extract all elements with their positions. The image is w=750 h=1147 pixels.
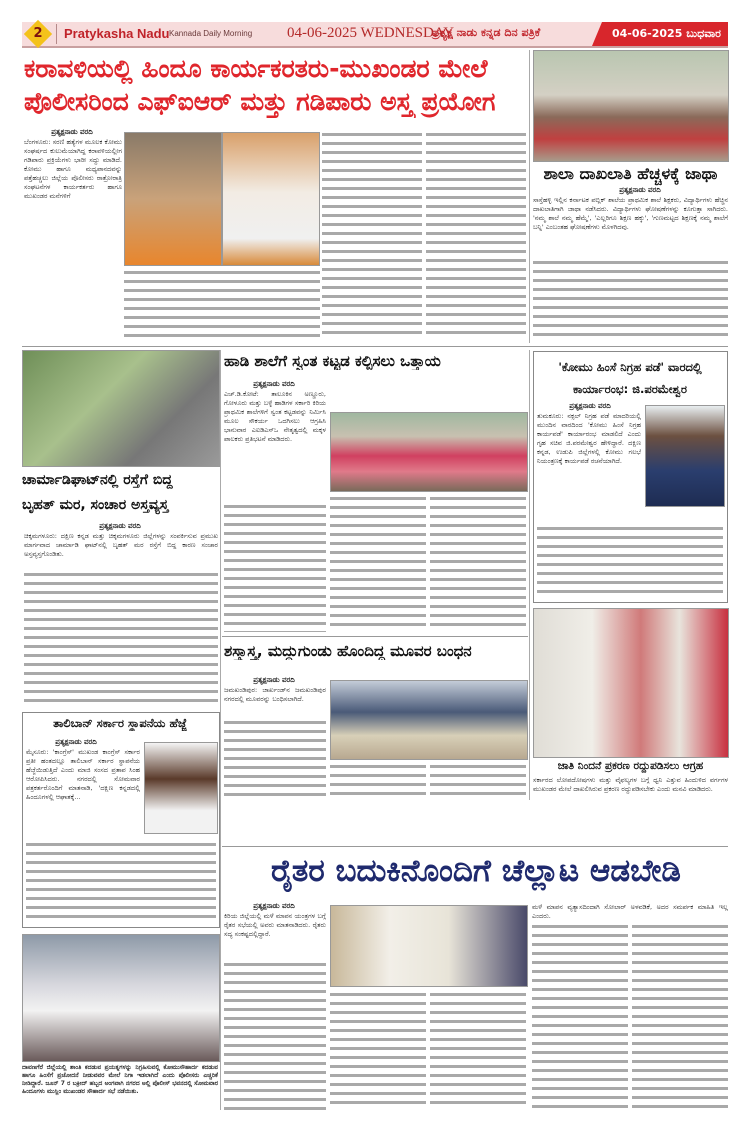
hadi-school-body-column-3 [430,494,526,632]
date-kannada: 04-06-2025 ಬುಧವಾರ [612,27,722,40]
farmers-headline: ರೈತರ ಬದುಕಿನೊಂದಿಗೆ ಚೆಲ್ಲಾಟ ಆಡಬೇಡಿ [271,853,681,889]
pratap-simha-photo [144,742,218,834]
farmers-body-column-4 [532,922,628,1110]
taliban-body: ಮೈಸೂರು: 'ಕಾಂಗ್ರೆಸ್' ಮುಖಂಡ ಕಾಂಗ್ರೆಸ್ ಸರ್ಕಾರ ಪ್ರತೀ ಹಂತದಲ್ಲೂ ತಾಲಿಬಾನ್ ಸರ್ಕಾರ ಸ್ಥಾಪನೆಯ ಹೆಜ್ಜೆಯಿಡುತ್ತಿದೆ ಎಂದು ಮಾಜಿ ಸಂಸದ ಪ್ರತಾಪ ಸಿಂಹ ಆರೋಪಿಸಿದರು. ನಗರದಲ್ಲಿ ಸೋಮವಾರ ಪತ್ರಕರ್ತರೊಂದಿಗೆ ಮಾತನಾಡಿ, 'ದಕ್ಷಿಣ ಕನ್ನಡದಲ್ಲಿ ಹಿಂದೂಗಳಲ್ಲಿ ಆಘಾತಕ್ಕೆ... [26,748,140,801]
protest-photo [330,412,528,492]
charmadi-body-continued [24,570,218,708]
byline: ಪ್ರತ್ಯಕ್ಷನಾಡು ವರದಿ [619,186,661,194]
arms-body-column-2 [330,762,426,800]
farmers-body: ಕಿರಿಯ ಜಿಲ್ಲೆಯಲ್ಲಿ ಮಳೆ ಮಾಪನ ಯಂತ್ರಗಳ ಬಗ್ಗೆ ರೈತರ ಸಭೆಯಲ್ಲಿ ಅವರು ಮಾತನಾಡಿದರು. ರೈತರು ಸದ್ಯ ಸಂಕಷ್ಟದಲ್ಲಿದ್ದಾರೆ. [224,912,326,938]
komu-body: ತುಮಕೂರು: ನಕ್ಸಲ್ ನಿಗ್ರಹ ಪಡೆ ಮಾದರಿಯಲ್ಲಿ ಮುಂದಿನ ವಾರದಿಂದ 'ಕೋಮು ಹಿಂಸೆ ನಿಗ್ರಹ ಕಾರ್ಯಪಡೆ' ಕಾರ್ಯಾರಂಭ ಮಾಡಲಿದೆ ಎಂದು ಗೃಹ ಸಚಿವ ಜಿ.ಪರಮೇಶ್ವರ ಹೇಳಿದ್ದಾರೆ. ದಕ್ಷಿಣ ಕನ್ನಡ, ಉಡುಪಿ ಜಿಲ್ಲೆಗಳಲ್ಲಿ ಕೋಮು ಗಲಭೆ ನಿಯಂತ್ರಣಕ್ಕೆ ಕಾರ್ಯಪಡೆ ರಚನೆಯಾಗಿದೆ. [537,412,641,465]
section-divider [222,636,528,637]
arms-body-column-3 [430,762,526,800]
arms-body-continued [224,718,326,800]
komu-headline-line-1: 'ಕೋಮು ಹಿಂಸೆ ನಿಗ್ರಹ ಪಡೆ' ವಾರದಲ್ಲಿ [558,360,702,374]
farmers-body-column-3 [430,990,526,1110]
peace-meeting-photo [22,934,220,1062]
byline: ಪ್ರತ್ಯಕ್ಷನಾಡು ವರದಿ [253,380,295,388]
lead-body-column-4 [426,130,526,340]
lead-body-column-3 [322,130,422,340]
komu-body-continued [537,524,723,596]
politician-photo-2 [222,132,320,266]
farmers-meeting-photo [330,905,528,987]
fallen-tree-photo [22,350,220,467]
arms-body: ಜಮಖಂಡಿಪುರ: ಜಾರ್ಖಂಡ್‌ನ ಜಮಖಂಡಿಪುರ ನಗರದಲ್ಲಿ ಮೂವರನ್ನು ಬಂಧಿಸಲಾಗಿದೆ. [224,686,326,703]
charmadi-body: ಚಿಕ್ಕಮಗಳೂರು: ದಕ್ಷಿಣ ಕನ್ನಡ ಮತ್ತು ಚಿಕ್ಕಮಗಳೂರು ಜಿಲ್ಲೆಗಳನ್ನು ಸಂಪರ್ಕಿಸುವ ಪ್ರಮುಖ ಮಾರ್ಗವಾದ ಚಾರ್ಮಾಡಿ ಘಾಟ್‌ನಲ್ಲಿ ಬೃಹತ್ ಮರ ರಸ್ತೆಗೆ ಬಿದ್ದ ಕಾರಣ ಸಂಚಾರ ಅಸ್ತವ್ಯಸ್ತಗೊಂಡಿತು. [24,532,218,558]
farmers-body-column-2 [330,990,426,1110]
masthead-bar [22,22,728,48]
lead-body: ಬೆಂಗಳೂರು: ಸರಣಿ ಹತ್ಯೆಗಳ ಮೂಲಕ ಕೋಮು ಸಂಘರ್ಷದ ಕುಲುಮೆಯಾಗಿದ್ದ ಕರಾವಳಿಯಲ್ಲೀಗ ಗಡಿಪಾರು ಪ್ರಕ್ರಿಯೆಗಳು ಭಾರೀ ಸದ್ದು ಮಾಡಿದೆ. ಕೋಮು ಹಾಗೂ ಮಧ್ಯಪಾನದವನ್ನು ಪತ್ತೆಹಚ್ಚಲು ಜಿಲ್ಲೆಯ ಪೊಲೀಸರು ರಾತ್ರೋರಾತ್ರಿ ಸಂಘಟನೆಗಳ ಕಾರ್ಯಕರ್ತರು ಹಾಗೂ ಮುಖಂಡರ ಮನೆಗಳಿಗೆ [24,138,122,200]
memorandum-photo [533,608,729,758]
charmadi-headline-line-2: ಬೃಹತ್ ಮರ, ಸಂಚಾರ ಅಸ್ತವ್ಯಸ್ತ [22,497,169,513]
lead-body-continued [124,268,320,340]
byline: ಪ್ರತ್ಯಕ್ಷನಾಡು ವರದಿ [51,128,93,136]
tagline: Kannada Daily Morning [169,29,253,38]
byline: ಪ್ರತ್ಯಕ್ಷನಾಡು ವರದಿ [99,522,141,530]
farmers-body-column-5 [632,922,728,1110]
farmers-body-column-4-lead: ಮಳೆ ಮಾಪನ ವ್ಯತ್ಯಾಸದಿಂದಾಗಿ ಸೋಲಾರ್ ಅಳವಡಿಕೆ, ಅದರ ಸಮರ್ಪಕ ಮಾಹಿತಿ ಇಲ್ಲ ಎಂದರು. [532,903,728,920]
byline: ಪ್ರತ್ಯಕ್ಷನಾಡು ವರದಿ [253,676,295,684]
charmadi-headline [22,468,220,518]
parameshwara-photo [645,405,725,507]
komu-headline-line-2: ಕಾರ್ಯಾರಂಭ: ಜಿ.ಪರಮೇಶ್ವರ [573,382,687,396]
hadi-school-body: ಎಚ್.ಡಿ.ಕೋಟೆ: ತಾಲೂಕಿನ ಅಣ್ಣೂರು, ಗೋಳೂರು ಮತ್ತು ಬಳ್ಳೆ ಹಾಡಿಗಳ ಸರ್ಕಾರಿ ಕಿರಿಯ ಪ್ರಾಥಮಿಕ ಶಾಲೆಗಳಿಗೆ ಸ್ವಂತ ಕಟ್ಟಡವನ್ನು ನಿರ್ಮಿಸಿ ಮೂಲ ಸೌಕರ್ಯ ಒದಗಿಸಲು ಆಗ್ರಹಿಸಿ ಭಾನುವಾರ ಎಐಡಿಎಸ್‌ಒ ನೇತೃತ್ವದಲ್ಲಿ ಮಕ್ಕಳ ಪಾಲಕರು ಪ್ರತಿಭಟನೆ ಮಾಡಿದರು. [224,390,326,443]
hadi-school-headline: ಹಾಡಿ ಶಾಲೆಗೆ ಸ್ವಂತ ಕಟ್ಟಡ ಕಲ್ಪಿಸಲು ಒತ್ತಾಯ [224,352,441,370]
school-rally-body: ಸಾಸ್ತೆಹಳ್ಳಿ ಇಲ್ಲಿನ ಕರ್ನಾಟಕ ಪಬ್ಲಿಕ್ ಶಾಲೆಯ ಪ್ರಾಥಮಿಕ ಶಾಲೆ ಶಿಕ್ಷಕರು, ವಿದ್ಯಾರ್ಥಿಗಳು ಹೆಚ್ಚಿನ ದಾಖಲಾತಿಗಾಗಿ ಜಾಥಾ ನಡೆಸಿದರು. ವಿದ್ಯಾರ್ಥಿಗಳು ಘೋಷಣೆಗಳನ್ನು ಕೂಗುತ್ತಾ ಸಾಗಿದರು. 'ನಮ್ಮ ಶಾಲೆ ನಮ್ಮ ಹೆಮ್ಮೆ', 'ಎಲ್ಲರಿಗೂ ಶಿಕ್ಷಣ ಹಕ್ಕು', 'ಗುಣಮಟ್ಟದ ಶಿಕ್ಷಣಕ್ಕೆ ನಮ್ಮ ಶಾಲೆಗೆ ಬನ್ನಿ' ಎಂಬಂತಹ ಘೋಷಣೆಗಳು ಮೊಳಗಿದವು. [533,196,728,231]
school-rally-body-continued [533,258,728,340]
farmers-body-continued [224,960,326,1110]
komu-headline [535,356,725,400]
page-number: 2 [33,26,43,41]
lead-headline-line-2: ಪೊಲೀಸರಿಂದ ಎಫ್‌ಐಆರ್ ಮತ್ತು ಗಡಿಪಾರು ಅಸ್ತ್ರ ಪ್ರಯೋಗ [24,87,496,116]
caste-case-headline: ಜಾತಿ ನಿಂದನೆ ಪ್ರಕರಣ ರದ್ದುಪಡಿಸಲು ಆಗ್ರಹ [557,760,704,772]
rally-photo [533,50,729,162]
newspaper-name-kannada: ಪ್ರತ್ಯಕ್ಷ ನಾಡು ಕನ್ನಡ ದಿನ ಪತ್ರಿಕೆ [432,26,541,39]
peace-meeting-caption: ದಾವಣಗೆರೆ ಜಿಲ್ಲೆಯಲ್ಲಿ ಶಾಂತಿ ಕದಡುವ ಪ್ರಯತ್ನಗಳನ್ನು ನಿಗ್ರಹಿಸುವಲ್ಲಿ ಕೋಮುಸೌಹಾರ್ದ ಕದಡುವ ಹಾಗೂ ಹಿಂಸೆಗೆ ಪ್ರಚೋದನೆ ನೀಡುವವರ ಮೇಲೆ ನಿಗಾ ಇಡಲಾಗಿದೆ ಎಂದು ಪೊಲೀಸರು ಎಚ್ಚರಿಕೆ ನೀಡಿದ್ದಾರೆ. ಜೂನ್ 7 ರ ಬಕ್ರೀದ್ ಹಬ್ಬದ ಅಂಗವಾಗಿ ನಗರದ ಅಲ್ಲಿ ಪೊಲೀಸ್ ಭವನದಲ್ಲಿ ಸೋಮವಾರ ಹಿಂದೂಗಳು ಮುಸ್ಲಿಂ ಮುಖಂಡರ ಸೌಹಾರ್ದ ಸಭೆ ನಡೆಯಿತು. [22,1064,218,1095]
column-divider [220,350,221,1110]
hadi-school-body-continued [224,502,326,632]
divider [56,24,57,44]
politician-photo-1 [124,132,222,266]
arrested-suspects-photo [330,680,528,760]
taliban-body-continued [26,840,216,922]
section-divider [222,846,728,847]
section-divider [22,346,728,347]
charmadi-headline-line-1: ಚಾರ್ಮಾಡಿಘಾಟ್‌ನಲ್ಲಿ ರಸ್ತೆಗೆ ಬಿದ್ದ [22,472,173,488]
taliban-headline: ತಾಲಿಬಾನ್ ಸರ್ಕಾರ ಸ್ಥಾಪನೆಯ ಹೆಜ್ಜೆ [53,716,187,730]
lead-headline [24,52,529,118]
byline: ಪ್ರತ್ಯಕ್ಷನಾಡು ವರದಿ [569,402,611,410]
column-divider [529,350,530,800]
lead-headline-line-1: ಕರಾವಳಿಯಲ್ಲಿ ಹಿಂದೂ ಕಾರ್ಯಕರತರು-ಮುಖಂಡರ ಮೇಲೆ [24,54,488,83]
brand-name: Pratykasha Nadu [64,26,170,41]
school-rally-headline: ಶಾಲಾ ದಾಖಲಾತಿ ಹೆಚ್ಚಳಕ್ಕೆ ಜಾಥಾ [543,164,718,183]
arms-headline: ಶಸ್ತ್ರಾಸ್ತ್ರ, ಮದ್ದುಗುಂಡು ಹೊಂದಿದ್ದ ಮೂವರ ಬಂಧನ [224,642,472,660]
byline: ಪ್ರತ್ಯಕ್ಷನಾಡು ವರದಿ [55,738,97,746]
caste-case-body: ಸರ್ಕಾರದ ಲೋಪದೋಷಗಳು ಮತ್ತು ವೈಫಲ್ಯಗಳ ಬಗ್ಗೆ ಧ್ವನಿ ಎತ್ತುವ ಹಿಂದುಳಿದ ವರ್ಗಗಳ ಮುಖಂಡರ ಮೇಲೆ ದಾಖಲಿಸಿರುವ ಪ್ರಕರಣ ರದ್ದುಪಡಿಸಬೇಕು ಎಂದು ಮನವಿ ಮಾಡಿದರು. [533,776,728,793]
hadi-school-body-column-2 [330,494,426,632]
date-english: 04-06-2025 WEDNESDAY [287,25,455,41]
column-divider [529,50,530,343]
byline: ಪ್ರತ್ಯಕ್ಷನಾಡು ವರದಿ [253,902,295,910]
